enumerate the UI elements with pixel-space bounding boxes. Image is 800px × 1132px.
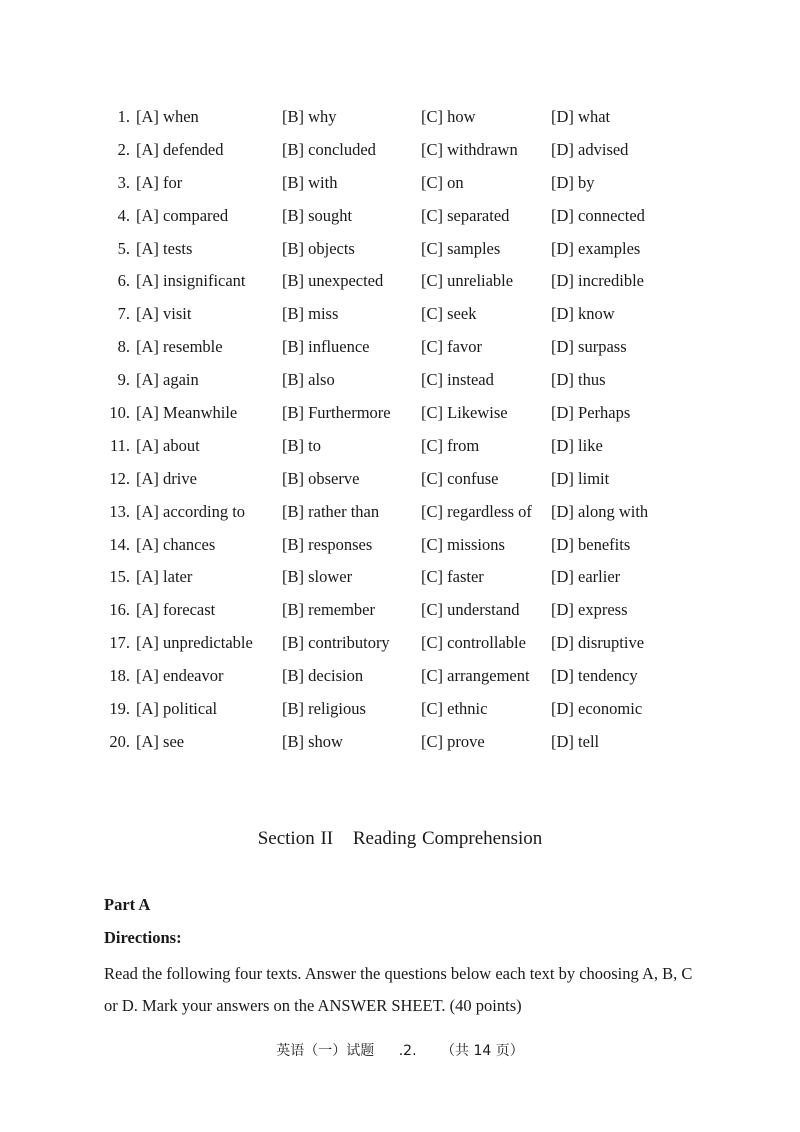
footer-page-number: .2. xyxy=(398,1043,417,1059)
option-d: [D] disruptive xyxy=(551,633,645,653)
option-c: [C] prove xyxy=(421,731,485,751)
option-d: [D] thus xyxy=(551,370,606,390)
option-c: [C] on xyxy=(421,172,464,192)
option-b: [B] show xyxy=(282,731,343,751)
option-c: [C] missions xyxy=(421,534,505,554)
option-d: [D] advised xyxy=(551,139,629,159)
option-b: [B] why xyxy=(282,107,337,126)
question-number: 10. xyxy=(109,403,130,423)
question-row xyxy=(0,399,800,432)
option-a: [A] visit xyxy=(136,304,192,324)
option-b: [B] to xyxy=(282,435,321,455)
option-b: [B] Furthermore xyxy=(282,403,391,423)
question-number: 5. xyxy=(117,238,130,258)
directions-text: Read the following four texts. Answer the questions below each text by choosing A, B, C or D. Mark your answers on the ANSWER SHEET. (40 points) xyxy=(104,964,693,1015)
option-a: [A] about xyxy=(136,435,200,455)
option-c: [C] confuse xyxy=(421,468,499,488)
footer-exam-title: 英语（一）试题 xyxy=(276,1043,375,1059)
option-c: [C] from xyxy=(421,435,480,455)
option-a: [A] again xyxy=(136,370,199,390)
question-row xyxy=(0,531,800,564)
option-b: [B] miss xyxy=(282,304,339,324)
option-b: [B] slower xyxy=(282,567,353,587)
option-d: [D] tendency xyxy=(551,666,638,686)
option-a: [A] compared xyxy=(136,205,229,225)
option-d: [D] earlier xyxy=(551,567,621,587)
directions-label: Directions: xyxy=(104,928,182,947)
option-d: [D] incredible xyxy=(551,271,644,291)
option-b: [B] observe xyxy=(282,468,360,488)
option-a: [A] tests xyxy=(136,238,193,258)
option-d: [D] express xyxy=(551,600,628,620)
question-number: 4. xyxy=(117,205,130,225)
option-d: [D] what xyxy=(551,107,611,126)
option-d: [D] limit xyxy=(551,468,610,488)
option-d: [D] connected xyxy=(551,205,645,225)
option-b: [B] influence xyxy=(282,337,370,357)
section-title: Reading Comprehension xyxy=(352,828,543,849)
option-c: [C] unreliable xyxy=(421,271,514,291)
option-c: [C] seek xyxy=(421,304,477,324)
option-a: [A] see xyxy=(136,731,185,751)
option-d: [D] economic xyxy=(551,699,643,719)
question-row xyxy=(0,728,800,761)
section-heading xyxy=(0,825,800,853)
option-c: [C] withdrawn xyxy=(421,139,518,159)
option-c: [C] separated xyxy=(421,205,510,225)
option-b: [B] remember xyxy=(282,600,375,620)
option-a: [A] Meanwhile xyxy=(136,403,238,423)
option-b: [B] contributory xyxy=(282,633,390,653)
option-b: [B] responses xyxy=(282,534,373,554)
option-a: [A] unpredictable xyxy=(136,633,253,653)
option-d: [D] tell xyxy=(551,731,600,751)
question-number: 15. xyxy=(109,567,130,587)
option-b: [B] with xyxy=(282,172,338,192)
question-row xyxy=(0,202,800,235)
option-a: [A] drive xyxy=(136,468,197,488)
question-number: 19. xyxy=(109,699,130,719)
question-number: 18. xyxy=(109,666,130,686)
question-number: 9. xyxy=(117,370,130,390)
option-b: [B] sought xyxy=(282,205,353,225)
option-d: [D] like xyxy=(551,435,603,455)
option-a: [A] chances xyxy=(136,534,216,554)
option-c: [C] how xyxy=(421,107,476,126)
part-title: Part A xyxy=(104,895,151,914)
option-a: [A] later xyxy=(136,567,193,587)
option-a: [A] when xyxy=(136,107,199,126)
option-c: [C] favor xyxy=(421,337,482,357)
question-row xyxy=(0,629,800,662)
page-footer xyxy=(0,1040,800,1062)
option-c: [C] ethnic xyxy=(421,699,488,719)
question-number: 6. xyxy=(117,271,130,291)
question-row xyxy=(0,498,800,531)
question-row xyxy=(0,695,800,728)
option-d: [D] know xyxy=(551,304,615,324)
option-d: [D] along with xyxy=(551,501,649,521)
question-row xyxy=(0,366,800,399)
question-number: 17. xyxy=(109,633,130,653)
option-a: [A] endeavor xyxy=(136,666,224,686)
option-d: [D] benefits xyxy=(551,534,631,554)
option-d: [D] by xyxy=(551,172,595,192)
option-c: [C] instead xyxy=(421,370,494,390)
option-c: [C] arrangement xyxy=(421,666,530,686)
option-b: [B] rather than xyxy=(282,501,380,521)
option-c: [C] samples xyxy=(421,238,501,258)
question-number: 8. xyxy=(117,337,130,357)
option-c: [C] regardless of xyxy=(421,501,532,521)
option-a: [A] political xyxy=(136,699,218,719)
option-a: [A] insignificant xyxy=(136,271,246,291)
cloze-options-list xyxy=(0,103,800,761)
option-a: [A] forecast xyxy=(136,600,216,620)
question-row xyxy=(0,169,800,202)
option-d: [D] surpass xyxy=(551,337,627,357)
question-row xyxy=(0,563,800,596)
option-a: [A] resemble xyxy=(136,337,223,357)
question-number: 3. xyxy=(117,172,130,192)
option-c: [C] Likewise xyxy=(421,403,508,423)
question-number: 14. xyxy=(109,534,130,554)
question-number: 20. xyxy=(109,731,130,751)
question-number: 1. xyxy=(117,107,130,126)
option-b: [B] unexpected xyxy=(282,271,384,291)
question-number: 16. xyxy=(109,600,130,620)
option-b: [B] also xyxy=(282,370,335,390)
question-row xyxy=(0,300,800,333)
section-number: Section II xyxy=(257,828,334,849)
question-row xyxy=(0,103,800,136)
question-number: 7. xyxy=(117,304,130,324)
question-row xyxy=(0,267,800,300)
option-c: [C] understand xyxy=(421,600,520,620)
question-number: 2. xyxy=(117,139,130,159)
question-row xyxy=(0,333,800,366)
question-row xyxy=(0,465,800,498)
option-c: [C] faster xyxy=(421,567,484,587)
option-d: [D] Perhaps xyxy=(551,403,631,423)
question-row xyxy=(0,596,800,629)
option-a: [A] defended xyxy=(136,139,224,159)
footer-page-total: （共 14 页） xyxy=(441,1043,524,1059)
question-number: 12. xyxy=(109,468,130,488)
option-c: [C] controllable xyxy=(421,633,526,653)
option-b: [B] decision xyxy=(282,666,364,686)
option-b: [B] objects xyxy=(282,238,355,258)
option-a: [A] according to xyxy=(136,501,246,521)
question-row xyxy=(0,136,800,169)
question-row xyxy=(0,432,800,465)
question-row xyxy=(0,235,800,268)
question-row xyxy=(0,662,800,695)
question-number: 13. xyxy=(109,501,130,521)
question-number: 11. xyxy=(109,435,130,455)
option-a: [A] for xyxy=(136,172,183,192)
option-b: [B] concluded xyxy=(282,139,376,159)
option-d: [D] examples xyxy=(551,238,641,258)
option-b: [B] religious xyxy=(282,699,366,719)
